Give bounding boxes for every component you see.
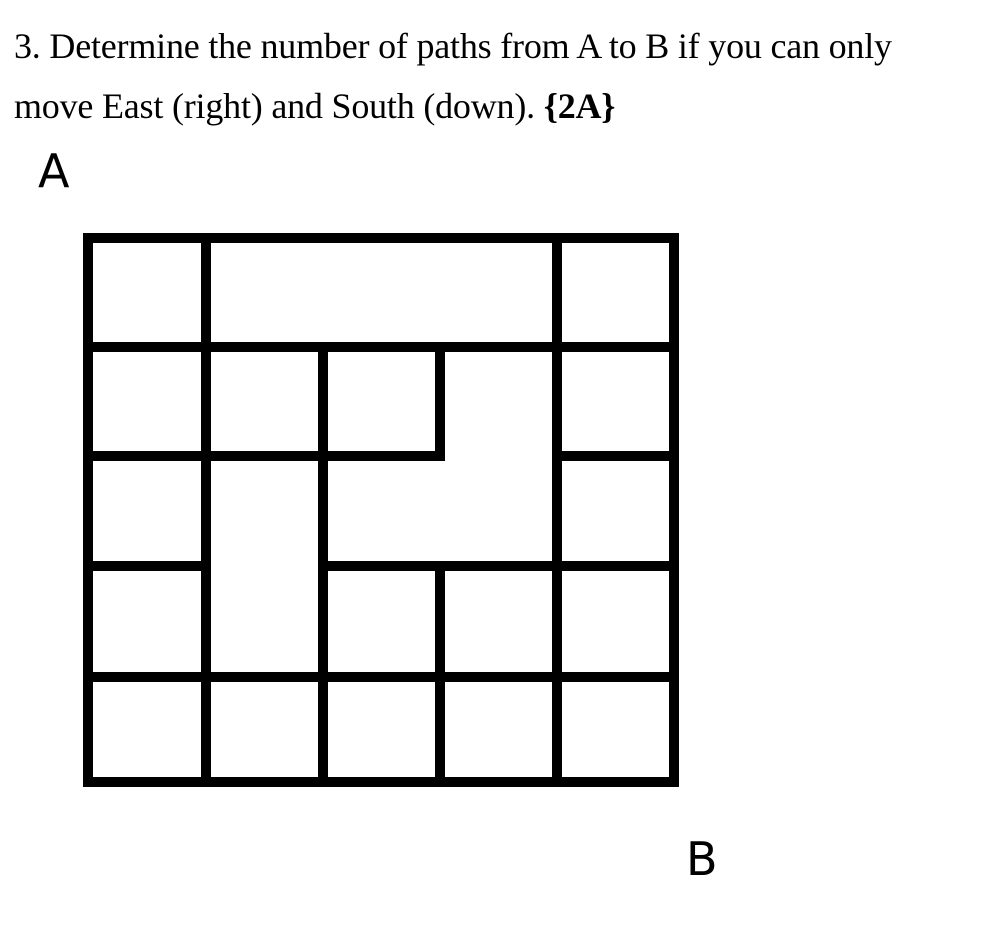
- point-b-label: B: [686, 832, 718, 886]
- point-a-label: A: [38, 144, 70, 198]
- question-body: 3. Determine the number of paths from A to B if you can only move East (right) and South (down).: [14, 26, 892, 126]
- question-tag: {2A}: [543, 86, 616, 126]
